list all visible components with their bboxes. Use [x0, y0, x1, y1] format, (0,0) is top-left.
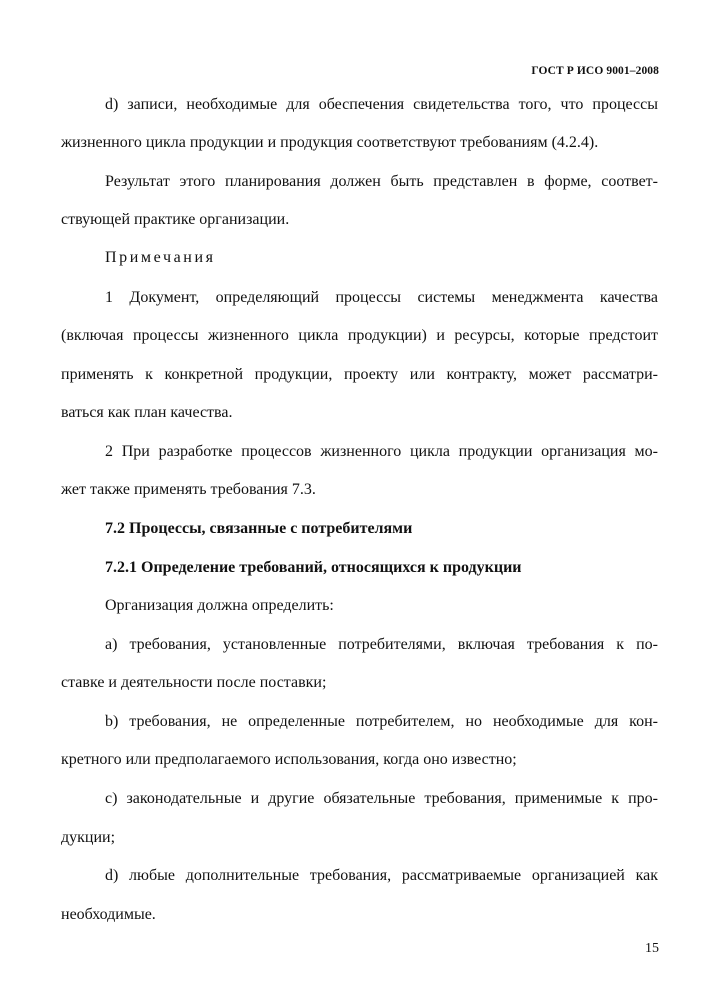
list-item-line: c) законодательные и другие обязательные требования, применимые к про- [105, 790, 658, 807]
paragraph-line: d) записи, необходимые для обеспечения свидетельства того, что процессы [105, 96, 658, 113]
list-item-line: d) любые дополнительные требования, рассматриваемые организацией как [105, 867, 658, 884]
paragraph-line: ствующей практике организации. [61, 211, 290, 228]
list-item-line: ставке и деятельности после поставки; [61, 674, 327, 691]
paragraph-line: Результат этого планирования должен быть представлен в форме, соответ- [105, 173, 658, 190]
note-line: 1 Документ, определяющий процессы системы менеджмента качества [105, 289, 658, 306]
note-line: (включая процессы жизненного цикла продукции) и ресурсы, которые предстоит [61, 327, 658, 344]
document-header: ГОСТ Р ИСО 9001–2008 [531, 65, 659, 77]
list-item-line: необходимые. [61, 906, 156, 923]
list-item-line: кретного или предполагаемого использования, когда оно известно; [61, 751, 517, 768]
note-line: жет также применять требования 7.3. [61, 481, 316, 498]
note-line: 2 При разработке процессов жизненного цикла продукции организация мо- [105, 443, 658, 460]
paragraph-line: Организация должна определить: [105, 597, 334, 614]
list-item-line: дукции; [61, 829, 116, 846]
notes-heading: Примечания [105, 249, 216, 266]
list-item-line: b) требования, не определенные потребителем, но необходимые для кон- [105, 713, 658, 730]
list-item-line: a) требования, установленные потребителями, включая требования к по- [105, 636, 658, 653]
page-number: 15 [645, 941, 659, 956]
paragraph-line: жизненного цикла продукции и продукция соответствуют требованиям (4.2.4). [61, 134, 599, 151]
subsection-heading: 7.2.1 Определение требований, относящихся к продукции [105, 559, 522, 576]
section-heading: 7.2 Процессы, связанные с потребителями [105, 520, 413, 537]
note-line: ваться как план качества. [61, 404, 233, 421]
note-line: применять к конкретной продукции, проекту или контракту, может рассматри- [61, 366, 658, 383]
